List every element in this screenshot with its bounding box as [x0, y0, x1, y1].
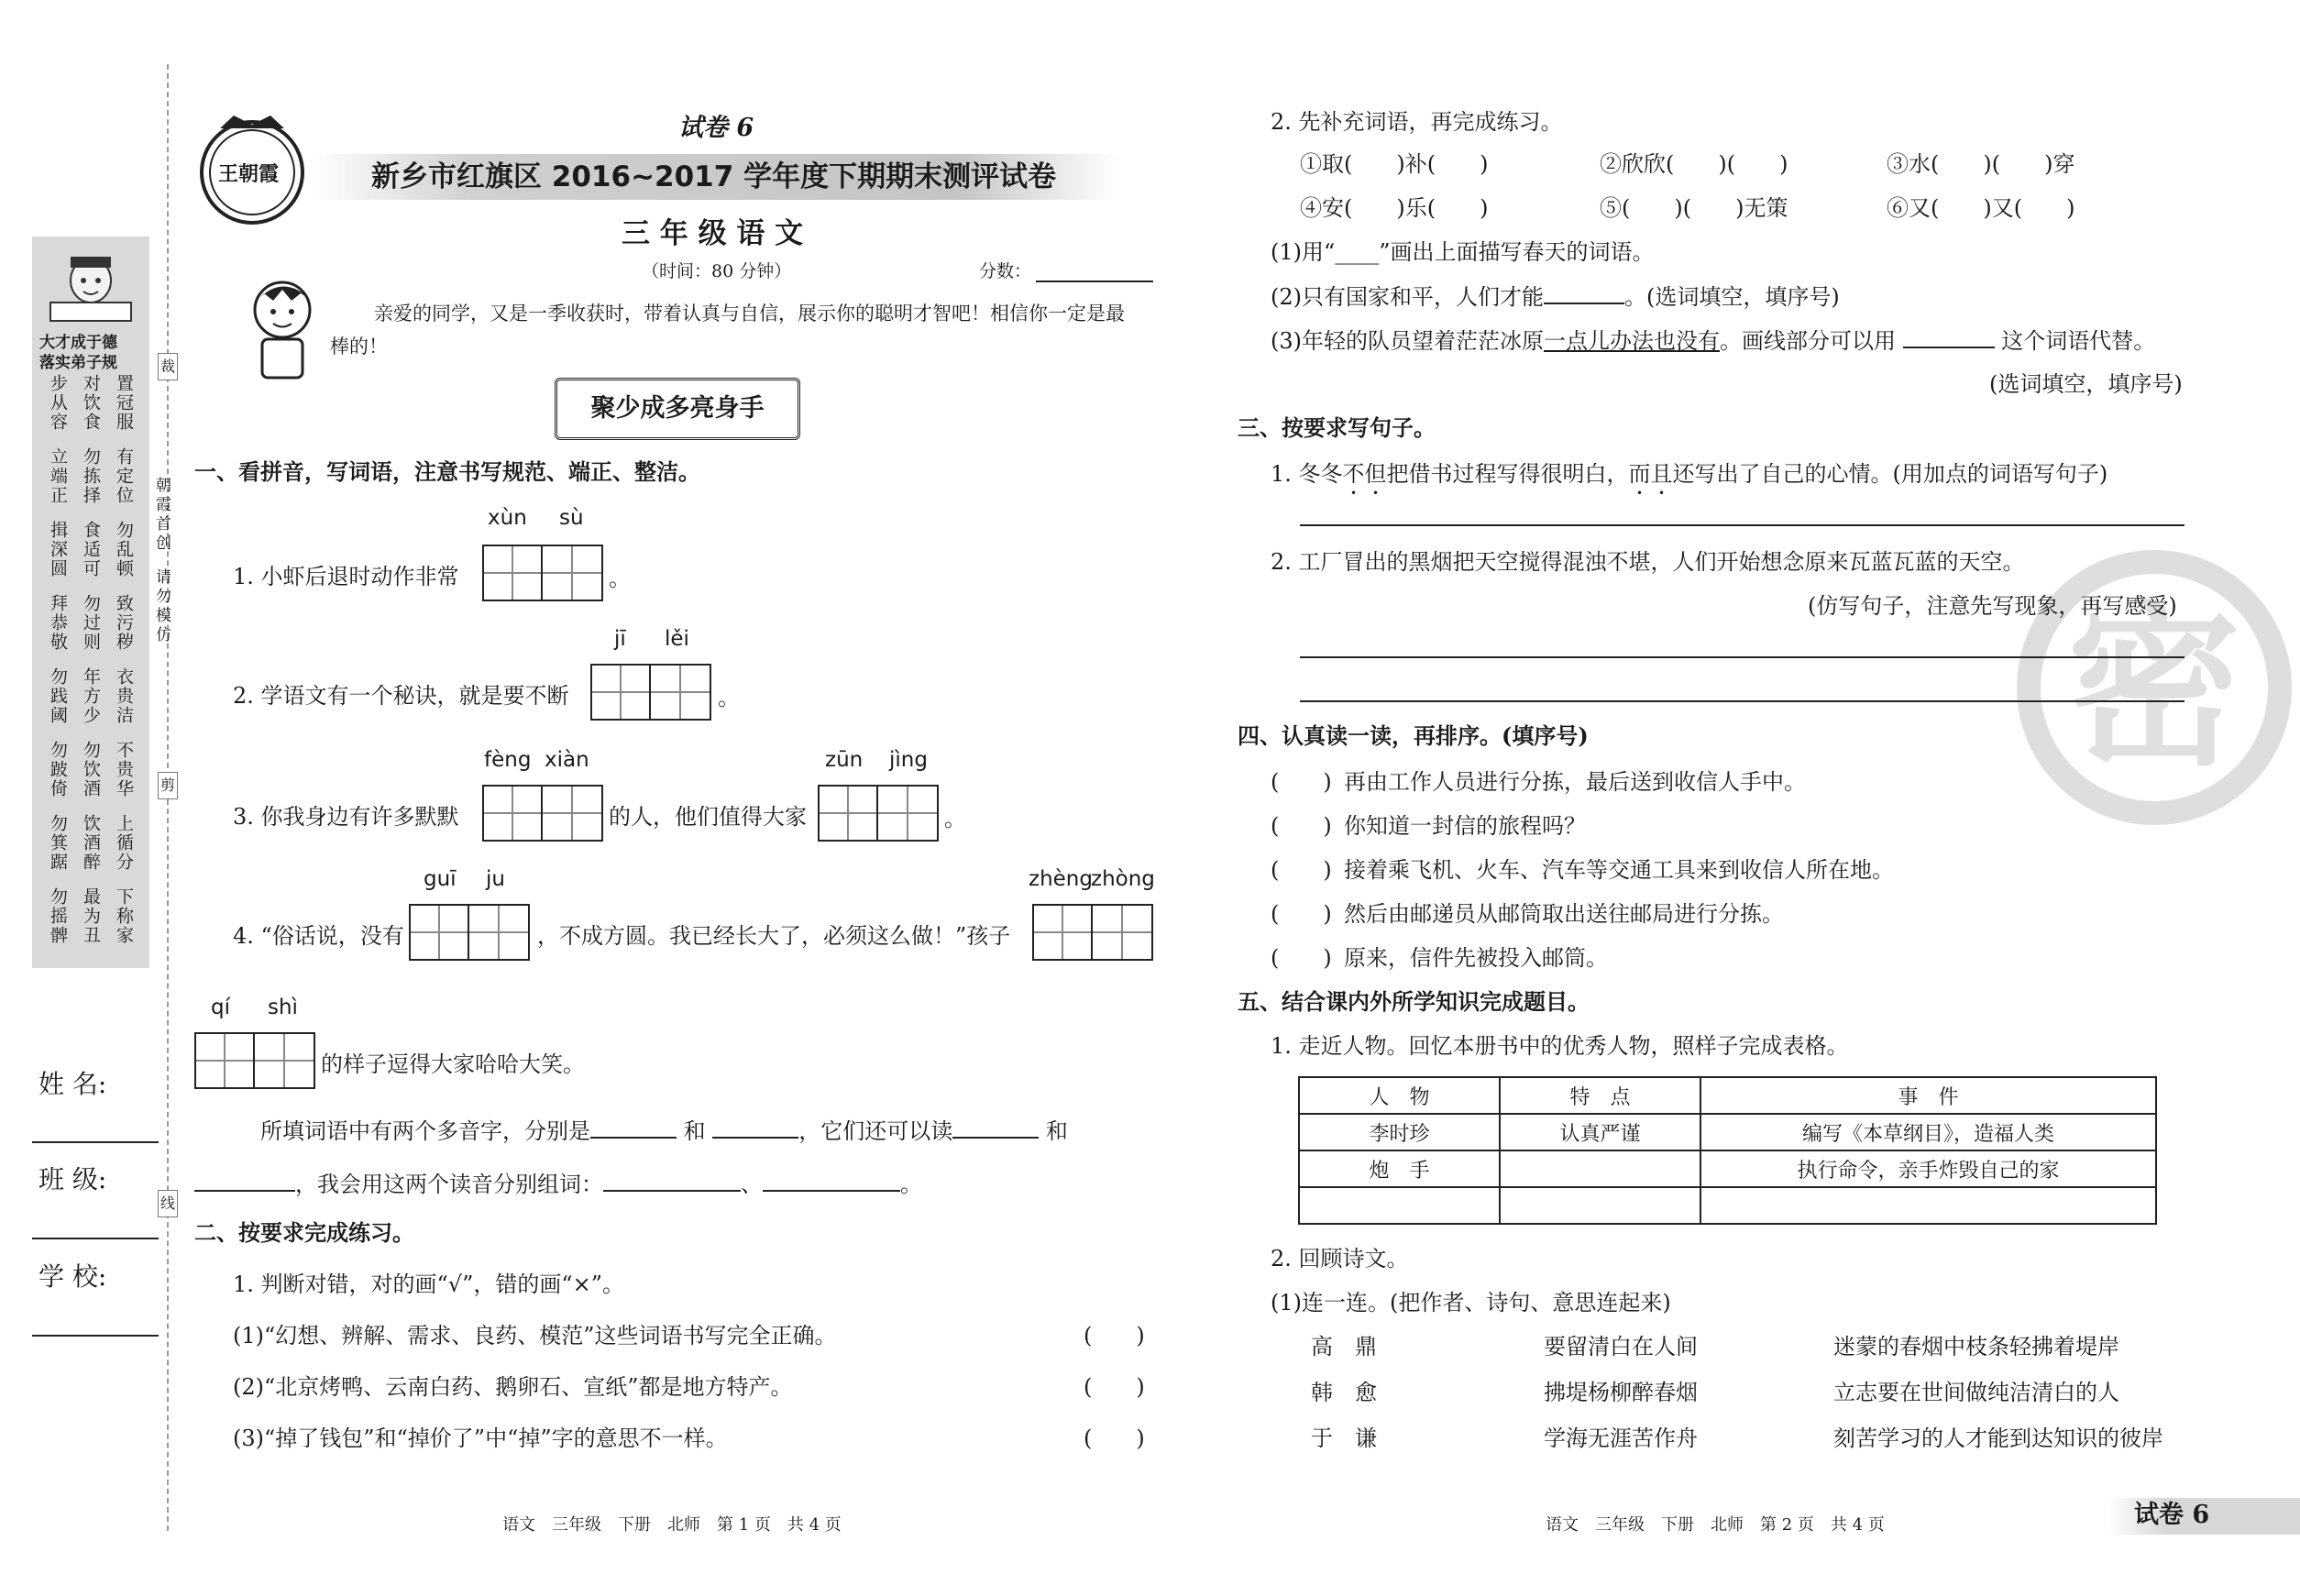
match-line-2[interactable]: 拂堤杨柳醉春烟 — [1544, 1380, 1698, 1405]
q2-pinyin-1: jī — [614, 627, 626, 651]
publisher-logo — [193, 108, 312, 227]
cut-mark-3: 线 — [158, 1190, 178, 1217]
sub-3 — [1271, 326, 2155, 355]
footer-right: 语文 三年级 下册 北师 第 2 页 共 4 页 — [1546, 1515, 1885, 1535]
order-paren-4[interactable]: ( ) — [1271, 901, 1332, 927]
sub-2-text-a: (2)只有国家和平，人们才能 — [1271, 284, 1544, 310]
sidebar-verse-column: 勿跛倚 — [48, 741, 68, 798]
people-table — [1298, 1076, 2157, 1225]
banner-text: 聚少成多亮身手 — [590, 394, 765, 423]
judge-item-2: (2)“北京烤鸭、云南白药、鹅卵石、宣纸”都是地方特产。 — [233, 1374, 793, 1400]
sub-3-note: (选词填空，填序号) — [1989, 371, 2183, 397]
q3-mid: 的人，他们值得大家 — [609, 804, 807, 830]
sidebar-verse-column: 致污秽 — [114, 594, 134, 652]
section3-answer-line-3[interactable] — [1300, 700, 2184, 702]
order-item-1: 再由工作人员进行分拣，最后送到收信人手中。 — [1344, 769, 1806, 795]
polyphone-blank-5[interactable] — [603, 1170, 741, 1192]
table-header-cell: 人 物 — [1299, 1077, 1500, 1114]
judge-answer-2[interactable]: ( ) — [1084, 1374, 1145, 1400]
name-field[interactable] — [32, 1141, 159, 1143]
table-cell: 执行命令，亲手炸毁自己的家 — [1700, 1150, 2156, 1187]
sidebar-verse-column: 对饮食 — [81, 374, 101, 432]
table-cell-blank[interactable] — [1299, 1187, 1500, 1224]
polyphone-blank-3[interactable] — [952, 1117, 1039, 1139]
q2-writing-grid[interactable] — [590, 664, 711, 721]
order-item-3: 接着乘飞机、火车、汽车等交通工具来到收信人所在地。 — [1344, 857, 1894, 883]
q3-writing-grid-2[interactable] — [818, 785, 939, 842]
q4-mid: ，不成方圆。我已经长大了，必须这么做！”孩子 — [537, 923, 1011, 949]
q1-writing-grid[interactable] — [482, 545, 603, 601]
q2-pinyin-2: lěi — [665, 627, 689, 651]
match-meaning-2[interactable]: 立志要在世间做纯洁清白的人 — [1833, 1380, 2119, 1405]
q5-pinyin-2: shì — [268, 996, 298, 1019]
match-meaning-1[interactable]: 迷蒙的春烟中枝条轻拂着堤岸 — [1833, 1334, 2119, 1359]
score-label: 分数： — [979, 261, 1032, 281]
table-cell: 认真严谨 — [1500, 1114, 1700, 1150]
judge-item-1: (1)“幻想、辨解、需求、良药、模范”这些词语书写完全正确。 — [233, 1323, 837, 1348]
q4-writing-grid-2[interactable] — [1032, 904, 1153, 961]
match-meaning-3[interactable]: 刻苦学习的人才能到达知识的彼岸 — [1833, 1425, 2163, 1451]
section3-q1 — [1271, 460, 2107, 500]
polyphone-text-g: 。 — [900, 1172, 922, 1197]
sidebar-motto-panel — [32, 237, 149, 968]
q3-pinyin-2a: zūn — [825, 748, 864, 772]
match-author-1[interactable]: 高 鼎 — [1311, 1334, 1377, 1359]
name-label: 姓 名: — [39, 1069, 107, 1099]
judge-answer-3[interactable]: ( ) — [1084, 1425, 1145, 1451]
class-field[interactable] — [32, 1238, 159, 1239]
sidebar-verse-column: 勿乱顿 — [114, 521, 134, 578]
polyphone-blank-2[interactable] — [712, 1117, 798, 1139]
order-item-5: 原来，信件先被投入邮筒。 — [1344, 945, 1608, 971]
section3-q1-dotted-1: 不但 — [1342, 461, 1387, 487]
polyphone-text-f: 、 — [741, 1172, 763, 1197]
sidebar-verse-column: 勿箕踞 — [48, 814, 68, 872]
q3-pinyin-1b: xiàn — [545, 748, 589, 772]
table-cell-blank[interactable] — [1500, 1150, 1700, 1187]
table-row — [1299, 1114, 2156, 1150]
cut-mark-2: 剪 — [158, 772, 178, 799]
section3-answer-line-2[interactable] — [1300, 656, 2184, 658]
table-cell: 编写《本草纲目》，造福人类 — [1700, 1114, 2156, 1150]
sidebar-verse-columns — [41, 374, 142, 961]
table-cell: 炮 手 — [1299, 1150, 1500, 1187]
match-line-3[interactable]: 学海无涯苦作舟 — [1544, 1425, 1698, 1451]
school-label: 学 校: — [39, 1261, 107, 1292]
fill-3: ③水( )( )穿 — [1887, 151, 2075, 177]
polyphone-blank-4[interactable] — [194, 1170, 295, 1192]
polyphone-blank-1[interactable] — [590, 1117, 677, 1139]
exam-time: （时间：80 分钟） — [642, 261, 792, 281]
q1-text: 1. 小虾后退时动作非常 — [233, 564, 459, 589]
fill-2: ②欣欣( )( ) — [1600, 151, 1788, 177]
subject-title: 三 年 级 语 文 — [622, 217, 804, 250]
logo-text: 王朝霞 — [218, 162, 280, 186]
polyphone-text-a: 所填词语中有两个多音字，分别是 — [260, 1118, 590, 1144]
sidebar-verse-column: 饮酒醉 — [81, 814, 101, 872]
table-cell-blank[interactable] — [1500, 1187, 1700, 1224]
section1-heading: 一、看拼音，写词语，注意书写规范、端正、整洁。 — [194, 458, 700, 485]
table-row — [1299, 1150, 2156, 1187]
sidebar-motto-1: 大才成于德 — [39, 334, 117, 352]
secret-stamp — [2017, 550, 2292, 825]
cartoon-boy-icon — [237, 273, 328, 383]
polyphone-text-e: ，我会用这两个读音分别组词： — [295, 1172, 603, 1197]
sub-3-text-a: (3)年轻的队员望着茫茫冰原 — [1271, 328, 1544, 354]
q3-text: 3. 你我身边有许多默默 — [233, 804, 459, 830]
match-author-3[interactable]: 于 谦 — [1311, 1425, 1377, 1451]
cut-mark-1: 裁 — [158, 353, 178, 380]
section5-q2-sub: (1)连一连。(把作者、诗句、意思连起来) — [1271, 1290, 1671, 1315]
sidebar-verse-column: 上循分 — [114, 814, 134, 872]
paper-badge: 试卷 6 — [678, 114, 754, 142]
polyphone-line-2 — [194, 1170, 922, 1198]
q4-pinyin-1b: ju — [486, 867, 505, 891]
sidebar-verse-column: 有定位 — [114, 447, 134, 505]
section-banner — [555, 378, 800, 440]
q2-end: 。 — [718, 685, 740, 710]
section3-heading: 三、按要求写句子。 — [1238, 414, 1436, 441]
table-cell-blank[interactable] — [1700, 1187, 2156, 1224]
sidebar-verse-column: 年方少 — [81, 667, 101, 725]
polyphone-line-1 — [260, 1117, 1068, 1145]
section3-q1-dotted-2: 而且 — [1628, 461, 1673, 487]
match-line-1[interactable]: 要留清白在人间 — [1544, 1334, 1698, 1359]
sidebar-motto-2: 落实弟子规 — [39, 354, 117, 372]
order-paren-5[interactable]: ( ) — [1271, 945, 1332, 971]
copyright-note-1: 朝霞首创 — [152, 477, 171, 554]
polyphone-text-b: 和 — [683, 1118, 706, 1144]
order-item-4: 然后由邮递员从邮筒取出送往邮局进行分拣。 — [1344, 901, 1784, 927]
q1-pinyin-2: sù — [559, 506, 584, 530]
sub-2-text-b: 。(选词填空，填序号) — [1624, 284, 1840, 310]
fill-6: ⑥又( )又( ) — [1887, 195, 2075, 221]
polyphone-text-c: ，它们还可以读 — [798, 1118, 953, 1144]
section5-q1: 1. 走近人物。回忆本册书中的优秀人物，照样子完成表格。 — [1271, 1033, 1849, 1059]
sidebar-verse-column: 勿饮酒 — [81, 741, 101, 798]
q3-writing-grid-1[interactable] — [482, 785, 603, 842]
section5-heading: 五、结合课内外所学知识完成题目。 — [1238, 988, 1590, 1015]
q4-pinyin-1a: guī — [424, 867, 457, 891]
q3-pinyin-1a: fèng — [484, 748, 532, 772]
q5-text: 的样子逗得大家哈哈大笑。 — [321, 1051, 585, 1077]
section2-q1: 1. 判断对错，对的画“√”，错的画“×”。 — [233, 1271, 625, 1297]
sidebar-verse-column: 勿过则 — [81, 594, 101, 652]
sidebar-verse-column: 最为丑 — [81, 887, 101, 945]
order-item-2: 你知道一封信的旅程吗？ — [1344, 813, 1586, 839]
order-paren-2[interactable]: ( ) — [1271, 813, 1332, 839]
footer-left: 语文 三年级 下册 北师 第 1 页 共 4 页 — [502, 1515, 842, 1535]
table-header-cell: 特 点 — [1500, 1077, 1700, 1114]
class-label: 班 级: — [39, 1164, 107, 1194]
q4-pinyin-2b: zhòng — [1091, 867, 1155, 891]
sub-2 — [1271, 282, 1840, 311]
sidebar-verse-column: 勿拣择 — [81, 447, 101, 505]
sidebar-verse-column: 下称家 — [114, 887, 134, 945]
sidebar-verse-column: 食适可 — [81, 521, 101, 578]
q1-pinyin-1: xùn — [488, 506, 527, 530]
judge-answer-1[interactable]: ( ) — [1084, 1323, 1145, 1348]
sidebar-verse-column: 步从容 — [48, 374, 68, 432]
polyphone-blank-6[interactable] — [763, 1170, 900, 1192]
sub-2-blank[interactable] — [1544, 282, 1624, 304]
sidebar-verse-column: 衣贵洁 — [114, 667, 134, 725]
section3-q1-text-a: 1. 冬冬 — [1271, 461, 1343, 487]
order-paren-3[interactable]: ( ) — [1271, 857, 1332, 883]
right-q2: 2. 先补充词语，再完成练习。 — [1271, 109, 1563, 135]
q3-end: 。 — [944, 806, 966, 831]
table-header-row — [1299, 1077, 2156, 1114]
paper-title: 新乡市红旗区 2016~2017 学年度下期期末测评试卷 — [371, 160, 1057, 193]
fill-5: ⑤( )( )无策 — [1600, 195, 1788, 221]
section3-q2-note: (仿写句子，注意先写现象，再写感受) — [1808, 593, 2177, 619]
q4-pinyin-2a: zhèng — [1029, 867, 1093, 891]
sub-3-text-c: 这个词语代替。 — [2001, 328, 2156, 354]
q1-end: 。 — [609, 566, 631, 591]
sidebar-verse-column: 揖深圆 — [48, 521, 68, 578]
q5-pinyin-1: qí — [211, 996, 230, 1019]
copyright-note-2: 请勿模仿 — [152, 568, 171, 645]
greeting-line-2: 棒的！ — [330, 336, 388, 358]
sub-1: (1)用“____”画出上面描写春天的词语。 — [1271, 239, 1655, 265]
greeting-line-1: 亲爱的同学，又是一季收获时，带着认真与自信，展示你的聪明才智吧！相信你一定是最 — [374, 303, 1125, 325]
table-header-cell: 事 件 — [1700, 1077, 2156, 1114]
q3-pinyin-2b: jìng — [889, 748, 928, 772]
sidebar-verse-column: 不贵华 — [114, 741, 134, 798]
section5-q2: 2. 回顾诗文。 — [1271, 1246, 1409, 1271]
scholar-avatar-icon — [32, 246, 149, 328]
school-field[interactable] — [32, 1335, 159, 1337]
judge-item-3: (3)“掉了钱包”和“掉价了”中“掉”字的意思不一样。 — [233, 1425, 728, 1451]
section3-q2: 2. 工厂冒出的黑烟把天空搅得混浊不堪，人们开始想念原来瓦蓝瓦蓝的天空。 — [1271, 549, 2025, 575]
sub-3-blank[interactable] — [1903, 326, 1995, 348]
q2-text: 2. 学语文有一个秘诀，就是要不断 — [233, 683, 569, 709]
section4-heading: 四、认真读一读，再排序。(填序号) — [1238, 722, 1589, 749]
sidebar-verse-column: 勿践阈 — [48, 667, 68, 725]
sidebar-verse-column: 立端正 — [48, 447, 68, 505]
score-field[interactable] — [1036, 281, 1153, 282]
q5-writing-grid[interactable] — [194, 1032, 315, 1089]
sidebar-verse-column: 置冠服 — [114, 374, 134, 432]
polyphone-text-d: 和 — [1045, 1118, 1068, 1144]
match-author-2[interactable]: 韩 愈 — [1311, 1380, 1377, 1405]
sub-3-text-b: 。画线部分可以用 — [1720, 328, 1896, 354]
table-cell: 李时珍 — [1299, 1114, 1500, 1150]
order-paren-1[interactable]: ( ) — [1271, 769, 1332, 795]
secret-stamp-text: 密 — [2066, 585, 2241, 789]
section2-heading: 二、按要求完成练习。 — [194, 1219, 414, 1246]
sub-3-underlined: 一点儿办法也没有 — [1544, 328, 1720, 354]
q4-text: 4. “俗话说，没有 — [233, 923, 404, 949]
section3-q1-text-c: 还写出了自己的心情。(用加点的词语写句子) — [1672, 461, 2108, 487]
section3-answer-line-1[interactable] — [1300, 524, 2184, 526]
sidebar-verse-column: 拜恭敬 — [48, 594, 68, 652]
fill-4: ④安( )乐( ) — [1300, 195, 1489, 221]
sidebar-verse-column: 勿摇髀 — [48, 887, 68, 945]
fill-1: ①取( )补( ) — [1300, 151, 1489, 177]
q4-writing-grid-1[interactable] — [409, 904, 530, 961]
footer-badge: 试卷 6 — [2134, 1501, 2210, 1529]
section3-q1-text-b: 把借书过程写得很明白， — [1386, 461, 1629, 487]
table-row — [1299, 1187, 2156, 1224]
